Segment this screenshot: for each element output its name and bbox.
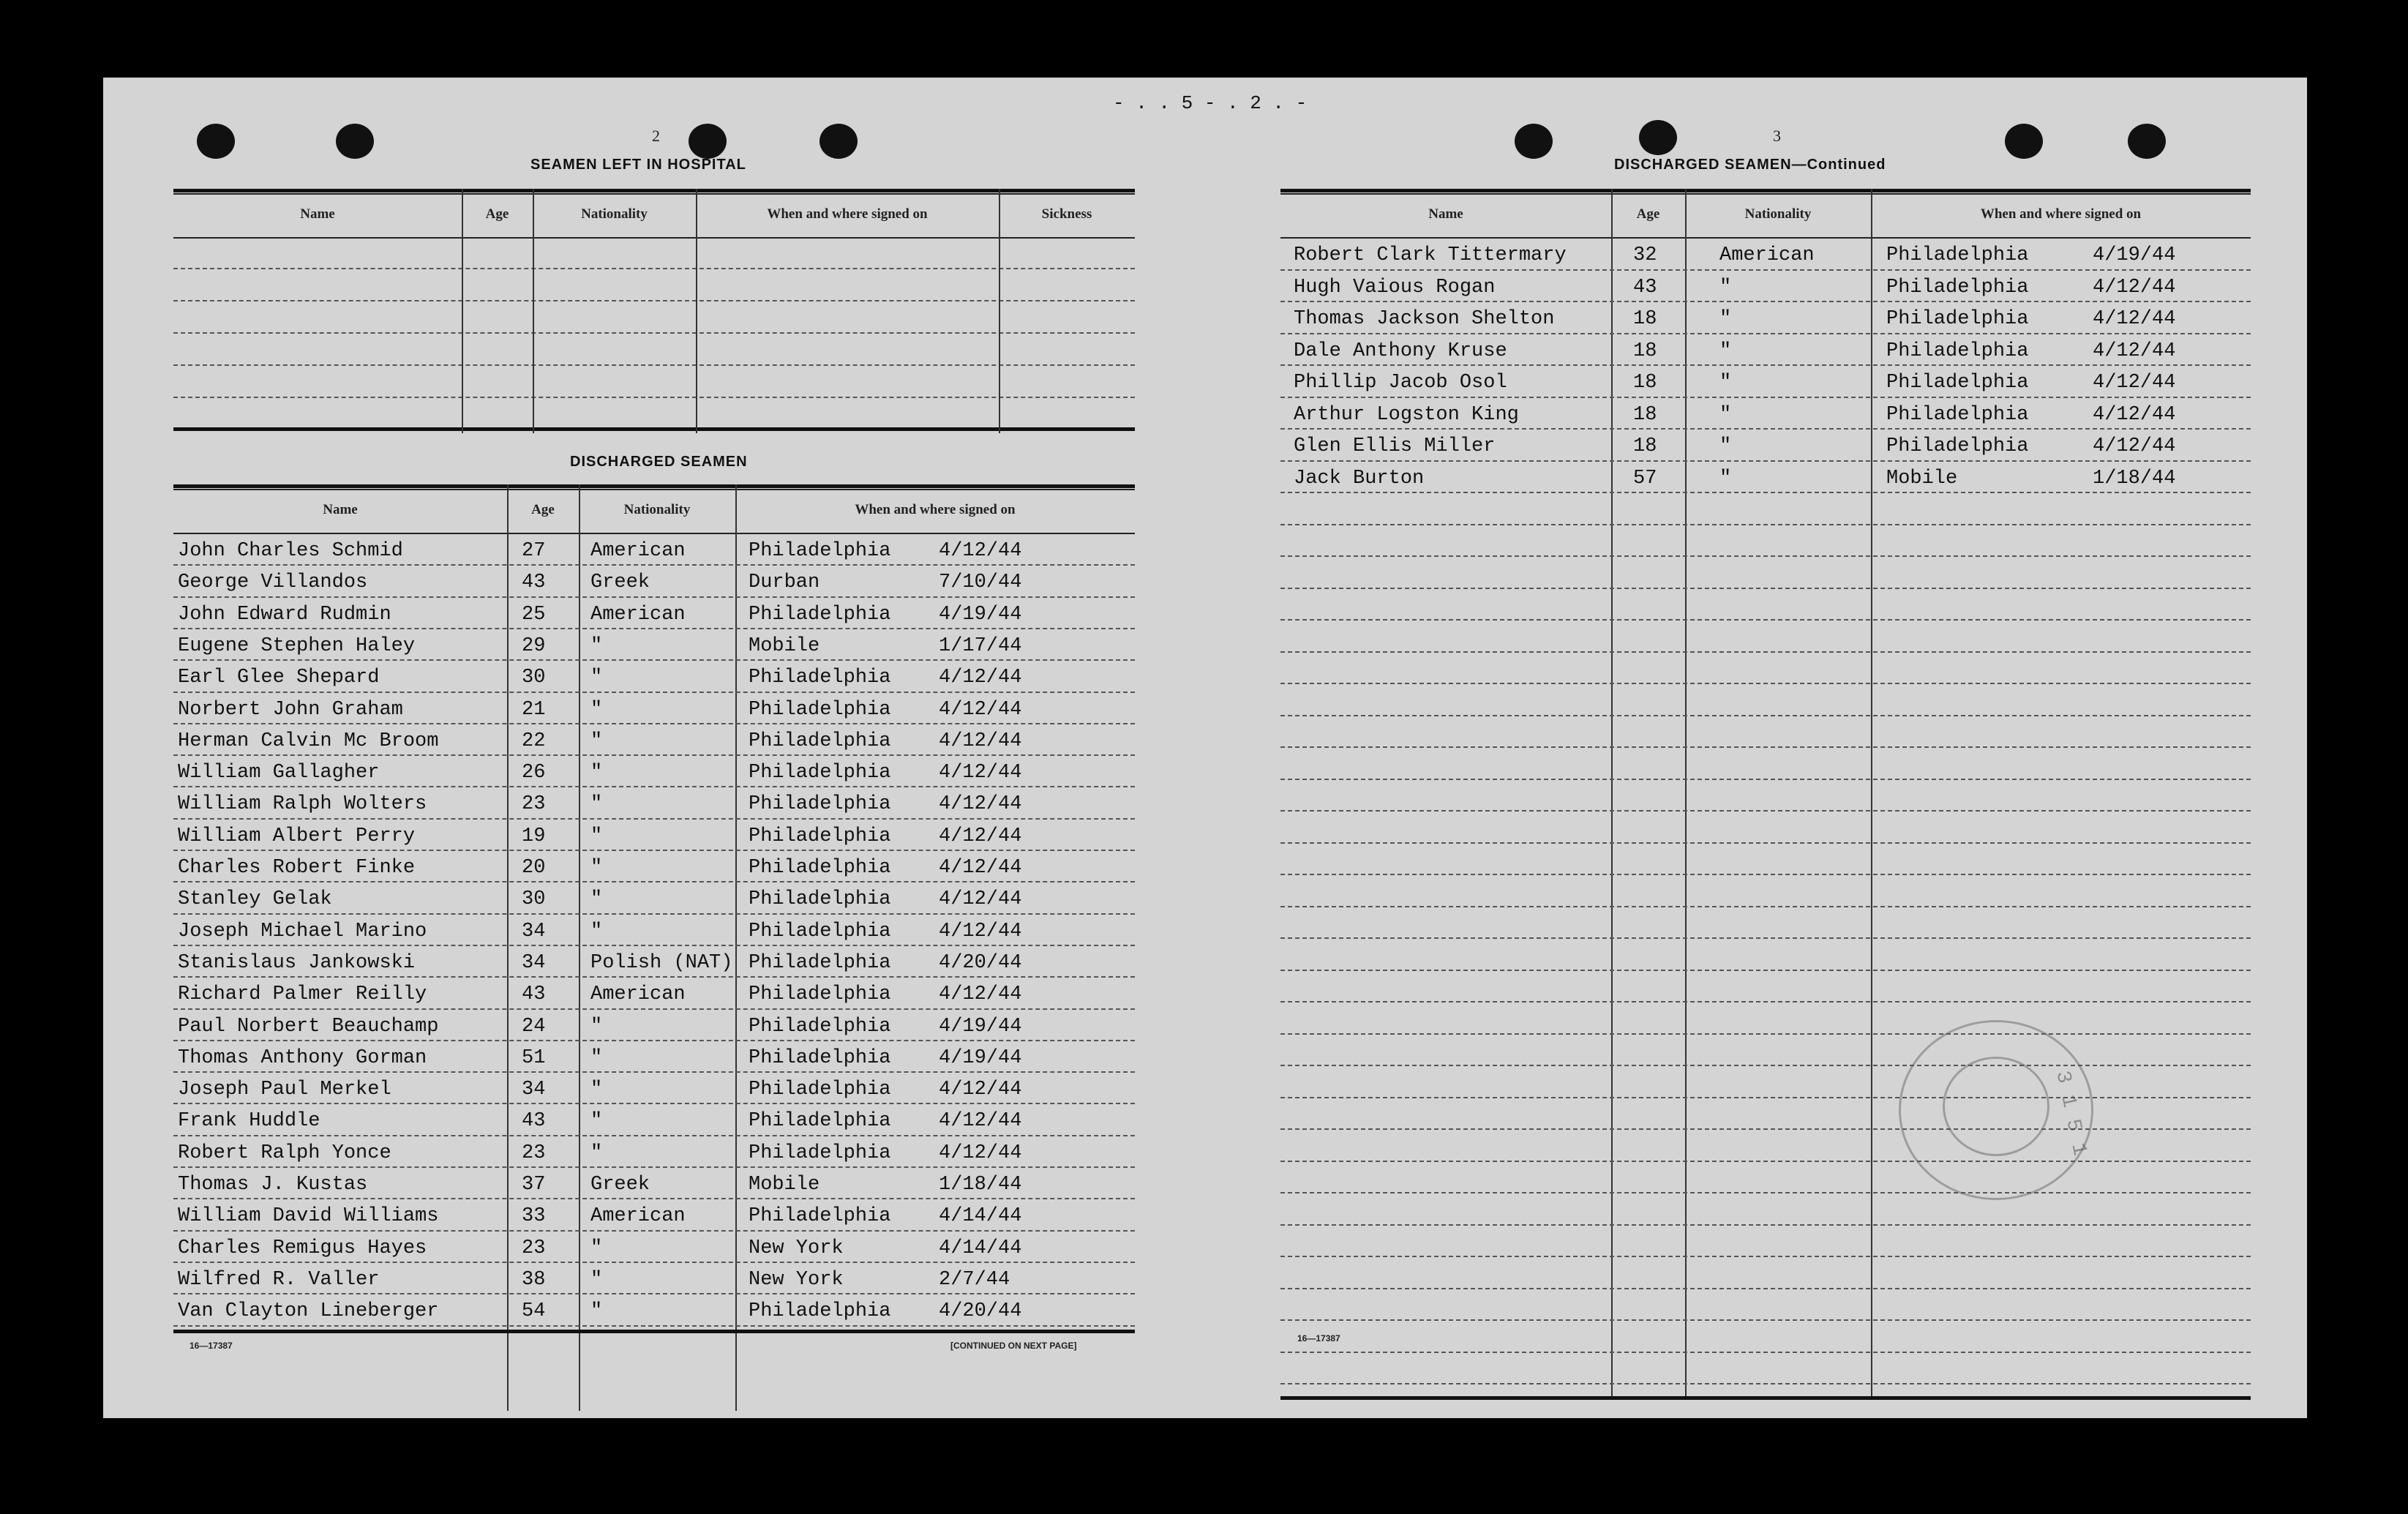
seaman-nationality: " <box>590 1268 603 1291</box>
signed-on-place: Philadelphia <box>749 1015 891 1038</box>
seaman-nationality: " <box>1719 435 1732 457</box>
seaman-name: Charles Remigus Hayes <box>178 1237 427 1259</box>
seaman-nationality: " <box>590 698 603 721</box>
signed-on-date: 4/12/44 <box>939 888 1022 911</box>
column-header: When and where signed on <box>1980 206 2142 222</box>
signed-on-date: 4/12/44 <box>2093 372 2176 394</box>
seaman-nationality: " <box>590 762 603 784</box>
seaman-nationality: American <box>590 1205 686 1228</box>
seaman-age: 34 <box>522 920 546 942</box>
seaman-age: 23 <box>522 1237 546 1259</box>
continued-note: [CONTINUED ON NEXT PAGE] <box>950 1341 1077 1351</box>
signed-on-place: Philadelphia <box>749 603 891 626</box>
signed-on-date: 4/12/44 <box>939 762 1022 784</box>
seaman-name: Robert Clark Tittermary <box>1294 244 1567 266</box>
signed-on-place: Philadelphia <box>1886 244 2029 266</box>
seaman-age: 23 <box>522 1142 546 1164</box>
seaman-age: 26 <box>522 762 546 784</box>
signed-on-place: Philadelphia <box>749 888 891 911</box>
form-number: 16—17387 <box>190 1341 233 1351</box>
signed-on-date: 4/19/44 <box>939 1015 1022 1038</box>
seaman-nationality: " <box>590 1237 603 1259</box>
seaman-age: 30 <box>522 667 546 689</box>
seaman-nationality: American <box>590 540 686 562</box>
seaman-age: 34 <box>522 1079 546 1101</box>
seaman-age: 24 <box>522 1015 546 1038</box>
seaman-name: William David Williams <box>178 1205 439 1228</box>
column-header: Name <box>1428 206 1463 222</box>
seaman-age: 30 <box>522 888 546 911</box>
signed-on-place: Philadelphia <box>749 1110 891 1133</box>
discharged-table <box>173 484 1135 1411</box>
seaman-name: Norbert John Graham <box>178 698 403 721</box>
seaman-name: Robert Ralph Yonce <box>178 1142 391 1164</box>
seaman-nationality: " <box>590 730 603 752</box>
column-header: Age <box>1636 206 1660 222</box>
seaman-age: 18 <box>1633 435 1657 457</box>
seaman-name: Stanley Gelak <box>178 888 332 911</box>
seaman-name: Wilfred R. Valler <box>178 1268 380 1291</box>
seaman-nationality: " <box>590 1142 603 1164</box>
seaman-age: 43 <box>522 983 546 1006</box>
signed-on-place: Philadelphia <box>1886 403 2029 426</box>
seaman-age: 54 <box>522 1300 546 1323</box>
seaman-nationality: " <box>1719 276 1732 299</box>
signed-on-date: 2/7/44 <box>939 1268 1010 1291</box>
seaman-name: Van Clayton Lineberger <box>178 1300 439 1323</box>
seaman-age: 23 <box>522 793 546 816</box>
signed-on-place: Philadelphia <box>749 540 891 562</box>
seaman-age: 22 <box>522 730 546 752</box>
seaman-name: Earl Glee Shepard <box>178 667 380 689</box>
signed-on-place: Philadelphia <box>749 857 891 879</box>
seaman-name: Richard Palmer Reilly <box>178 983 427 1006</box>
seaman-age: 18 <box>1633 403 1657 426</box>
seaman-name: William Gallagher <box>178 762 380 784</box>
seaman-name: John Edward Rudmin <box>178 603 391 626</box>
signed-on-place: Philadelphia <box>749 698 891 721</box>
signed-on-date: 4/12/44 <box>939 920 1022 942</box>
seaman-nationality: American <box>1719 244 1815 266</box>
document-sheet <box>103 78 2307 1418</box>
column-header: Sickness <box>1041 206 1092 222</box>
page-number: 3 <box>1773 127 1781 145</box>
signed-on-date: 4/14/44 <box>939 1205 1022 1228</box>
seaman-nationality: " <box>1719 308 1732 330</box>
signed-on-place: Mobile <box>749 1174 820 1196</box>
seaman-name: Joseph Paul Merkel <box>178 1079 391 1101</box>
seaman-name: Dale Anthony Kruse <box>1294 340 1507 362</box>
signed-on-place: Philadelphia <box>749 667 891 689</box>
seaman-name: John Charles Schmid <box>178 540 403 562</box>
seaman-nationality: " <box>590 1046 603 1069</box>
column-header: Nationality <box>581 206 648 222</box>
signed-on-place: New York <box>749 1237 844 1259</box>
signed-on-place: Philadelphia <box>749 825 891 847</box>
seaman-name: Stanislaus Jankowski <box>178 951 416 974</box>
signed-on-place: Mobile <box>749 634 820 657</box>
seaman-age: 33 <box>522 1205 546 1228</box>
discharged-section-title: DISCHARGED SEAMEN <box>570 454 748 470</box>
seaman-name: Eugene Stephen Haley <box>178 634 416 657</box>
top-marks: - . . 5 - . 2 . - <box>1113 92 1308 114</box>
seaman-name: Charles Robert Finke <box>178 857 416 879</box>
stamp-text: 3 1 5 1 <box>2050 1068 2091 1158</box>
seaman-age: 18 <box>1633 308 1657 330</box>
signed-on-place: Philadelphia <box>749 1300 891 1323</box>
seaman-age: 29 <box>522 634 546 657</box>
column-header: Age <box>531 502 555 517</box>
signed-on-date: 1/17/44 <box>939 634 1022 657</box>
seaman-nationality: " <box>590 920 603 942</box>
seaman-age: 34 <box>522 951 546 974</box>
seaman-nationality: " <box>590 1015 603 1038</box>
seaman-nationality: " <box>590 888 603 911</box>
signed-on-place: New York <box>749 1268 844 1291</box>
seaman-age: 38 <box>522 1268 546 1291</box>
hospital-section-title: SEAMEN LEFT IN HOSPITAL <box>530 157 746 173</box>
signed-on-date: 4/12/44 <box>939 540 1022 562</box>
signed-on-place: Philadelphia <box>749 983 891 1006</box>
seaman-name: William Ralph Wolters <box>178 793 427 816</box>
seaman-name: George Villandos <box>178 572 368 594</box>
signed-on-date: 4/12/44 <box>939 983 1022 1006</box>
seaman-age: 32 <box>1633 244 1657 266</box>
seaman-name: Frank Huddle <box>178 1110 320 1133</box>
signed-on-date: 1/18/44 <box>2093 467 2176 490</box>
column-header: Nationality <box>1744 206 1812 222</box>
signed-on-place: Durban <box>749 572 820 594</box>
seaman-nationality: Greek <box>590 572 650 594</box>
hospital-table <box>173 189 1135 433</box>
signed-on-date: 4/12/44 <box>939 793 1022 816</box>
seaman-nationality: Polish (NAT) <box>590 951 733 974</box>
seaman-nationality: " <box>590 667 603 689</box>
page-number: 2 <box>652 127 660 145</box>
left-page <box>103 78 1186 1418</box>
seaman-name: Jack Burton <box>1294 467 1425 490</box>
column-header: Nationality <box>623 502 691 517</box>
signed-on-place: Philadelphia <box>749 762 891 784</box>
signed-on-place: Philadelphia <box>749 730 891 752</box>
seaman-age: 18 <box>1633 372 1657 394</box>
signed-on-date: 4/12/44 <box>2093 435 2176 457</box>
discharged-continued-table <box>1280 189 2251 1399</box>
signed-on-place: Philadelphia <box>1886 435 2029 457</box>
seaman-name: Thomas Jackson Shelton <box>1294 308 1555 330</box>
signed-on-date: 4/19/44 <box>939 603 1022 626</box>
column-header: When and where signed on <box>767 206 928 222</box>
signed-on-place: Philadelphia <box>1886 276 2029 299</box>
seaman-nationality: " <box>1719 467 1732 490</box>
right-section-title: DISCHARGED SEAMEN—Continued <box>1614 157 1886 173</box>
office-stamp-inner <box>1943 1057 2049 1156</box>
seaman-name: Thomas J. Kustas <box>178 1174 368 1196</box>
signed-on-place: Philadelphia <box>1886 340 2029 362</box>
signed-on-date: 4/20/44 <box>939 951 1022 974</box>
seaman-nationality: Greek <box>590 1174 650 1196</box>
signed-on-place: Philadelphia <box>1886 372 2029 394</box>
signed-on-place: Philadelphia <box>749 1205 891 1228</box>
seaman-nationality: American <box>590 603 686 626</box>
form-number: 16—17387 <box>1297 1333 1340 1344</box>
signed-on-place: Philadelphia <box>749 920 891 942</box>
signed-on-date: 4/12/44 <box>939 825 1022 847</box>
column-header: Age <box>485 206 509 222</box>
seaman-nationality: " <box>590 825 603 847</box>
signed-on-place: Philadelphia <box>749 951 891 974</box>
seaman-name: Paul Norbert Beauchamp <box>178 1015 439 1038</box>
seaman-age: 25 <box>522 603 546 626</box>
signed-on-date: 4/12/44 <box>2093 403 2176 426</box>
signed-on-date: 1/18/44 <box>939 1174 1022 1196</box>
signed-on-date: 4/12/44 <box>2093 276 2176 299</box>
seaman-nationality: " <box>590 1300 603 1323</box>
signed-on-date: 7/10/44 <box>939 572 1022 594</box>
signed-on-place: Mobile <box>1886 467 1958 490</box>
column-header: When and where signed on <box>855 502 1016 517</box>
seaman-name: Glen Ellis Miller <box>1294 435 1496 457</box>
seaman-name: William Albert Perry <box>178 825 416 847</box>
signed-on-date: 4/12/44 <box>939 1142 1022 1164</box>
signed-on-place: Philadelphia <box>749 793 891 816</box>
seaman-age: 51 <box>522 1046 546 1069</box>
seaman-nationality: " <box>1719 372 1732 394</box>
seaman-age: 20 <box>522 857 546 879</box>
seaman-nationality: American <box>590 983 686 1006</box>
seaman-age: 43 <box>1633 276 1657 299</box>
signed-on-date: 4/19/44 <box>939 1046 1022 1069</box>
seaman-nationality: " <box>590 1110 603 1133</box>
seaman-age: 37 <box>522 1174 546 1196</box>
seaman-name: Thomas Anthony Gorman <box>178 1046 427 1069</box>
seaman-age: 21 <box>522 698 546 721</box>
seaman-nationality: " <box>1719 340 1732 362</box>
seaman-name: Joseph Michael Marino <box>178 920 427 942</box>
signed-on-date: 4/19/44 <box>2093 244 2176 266</box>
signed-on-place: Philadelphia <box>1886 308 2029 330</box>
seaman-age: 27 <box>522 540 546 562</box>
signed-on-place: Philadelphia <box>749 1079 891 1101</box>
seaman-nationality: " <box>590 857 603 879</box>
seaman-age: 19 <box>522 825 546 847</box>
signed-on-place: Philadelphia <box>749 1046 891 1069</box>
signed-on-date: 4/12/44 <box>939 698 1022 721</box>
signed-on-date: 4/12/44 <box>939 730 1022 752</box>
signed-on-date: 4/14/44 <box>939 1237 1022 1259</box>
seaman-name: Hugh Vaious Rogan <box>1294 276 1496 299</box>
seaman-age: 18 <box>1633 340 1657 362</box>
column-header: Name <box>300 206 335 222</box>
seaman-age: 43 <box>522 1110 546 1133</box>
right-page <box>1208 78 2307 1418</box>
column-header: Name <box>323 502 358 517</box>
signed-on-place: Philadelphia <box>749 1142 891 1164</box>
seaman-name: Phillip Jacob Osol <box>1294 372 1507 394</box>
seaman-nationality: " <box>590 634 603 657</box>
seaman-nationality: " <box>590 793 603 816</box>
signed-on-date: 4/12/44 <box>939 857 1022 879</box>
signed-on-date: 4/12/44 <box>2093 340 2176 362</box>
seaman-nationality: " <box>1719 403 1732 426</box>
seaman-age: 57 <box>1633 467 1657 490</box>
signed-on-date: 4/20/44 <box>939 1300 1022 1323</box>
signed-on-date: 4/12/44 <box>939 1110 1022 1133</box>
seaman-name: Arthur Logston King <box>1294 403 1519 426</box>
signed-on-date: 4/12/44 <box>939 1079 1022 1101</box>
seaman-age: 43 <box>522 572 546 594</box>
seaman-name: Herman Calvin Mc Broom <box>178 730 439 752</box>
signed-on-date: 4/12/44 <box>2093 308 2176 330</box>
signed-on-date: 4/12/44 <box>939 667 1022 689</box>
seaman-nationality: " <box>590 1079 603 1101</box>
